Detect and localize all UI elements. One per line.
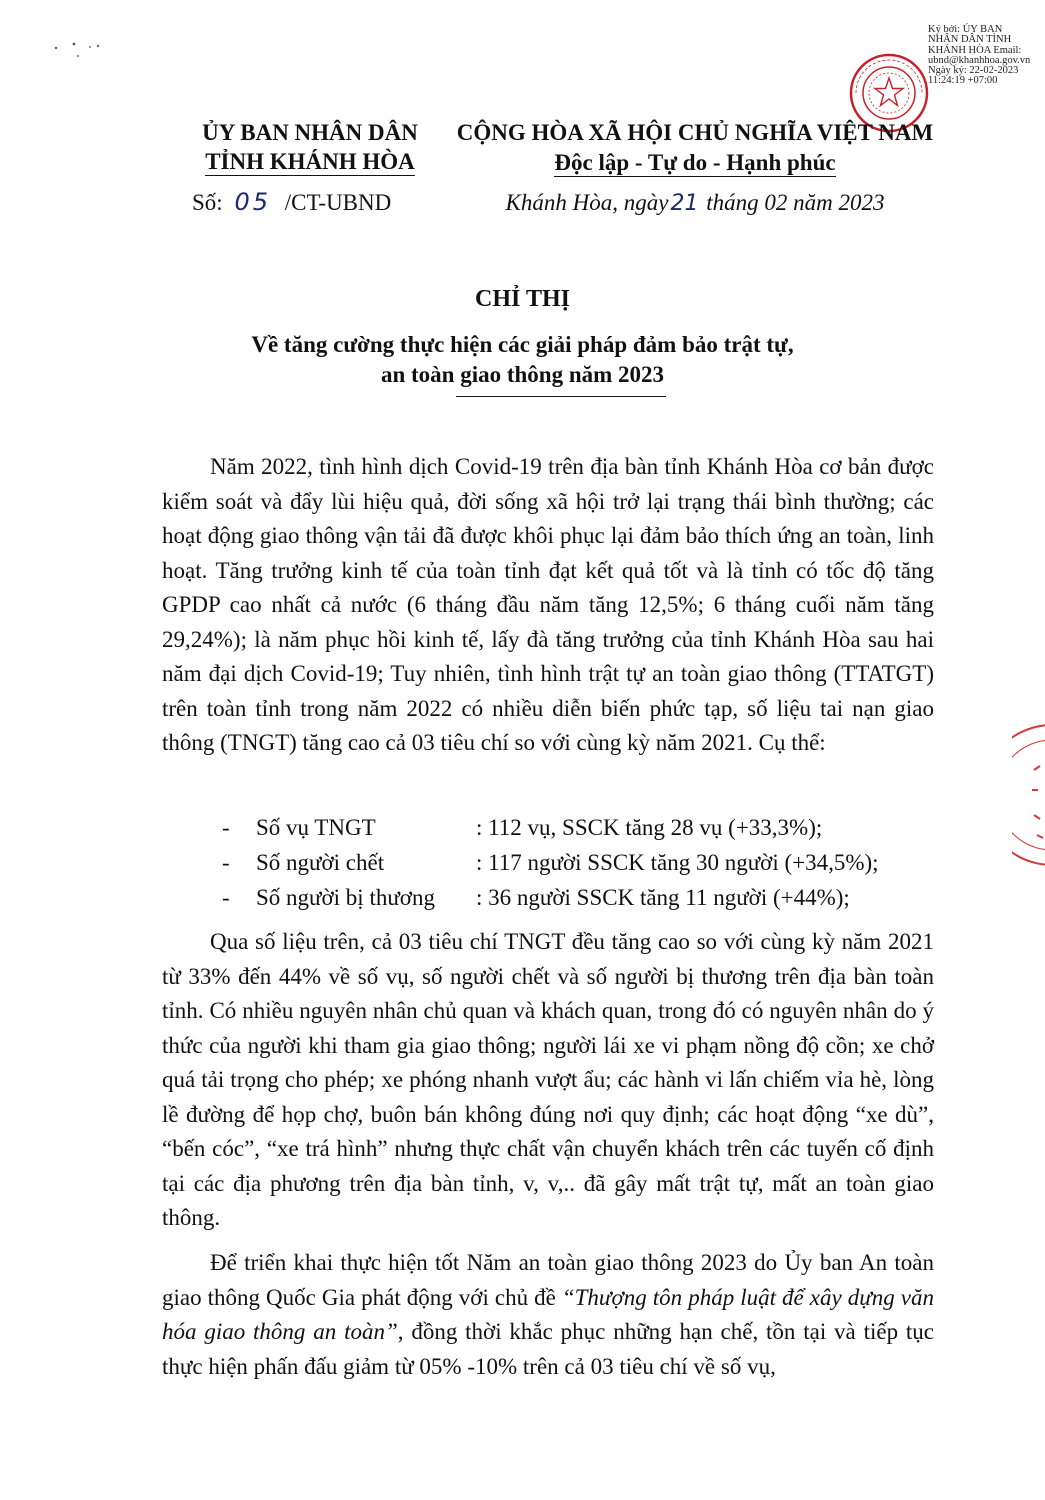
title-divider <box>456 396 666 397</box>
number-prefix: Số: <box>192 190 223 215</box>
stat-value: : 112 vụ, SSCK tăng 28 vụ (+33,3%); <box>476 815 823 840</box>
paragraph-2 <box>162 925 934 1236</box>
national-heading <box>455 118 935 178</box>
subject-line1: Về tăng cường thực hiện các giải pháp đảm bảo trật tự, <box>251 332 794 357</box>
digital-signature-info: Ký bởi: ỦY BAN NHÂN DÂN TỈNH KHÁNH HÒA Email: ubnd@khanhhoa.gov.vn Ngày ký: 22-02-2023 11:24:19 +07:00 <box>928 24 1031 87</box>
paragraph-3 <box>162 1246 934 1384</box>
list-dash: - <box>222 815 230 840</box>
document-subject <box>0 330 1045 390</box>
paragraph-1 <box>162 450 934 761</box>
edge-stamp-icon <box>1012 720 1045 870</box>
list-dash: - <box>222 885 230 910</box>
scan-specks <box>50 38 130 68</box>
stat-label: Số vụ TNGT <box>256 815 376 840</box>
national-motto: Độc lập - Tự do - Hạnh phúc <box>554 150 836 175</box>
date-prefix: Khánh Hòa, ngày <box>505 190 669 215</box>
list-item <box>222 880 942 915</box>
nation-name: CỘNG HÒA XÃ HỘI CHỦ NGHĨA VIỆT NAM <box>456 120 934 145</box>
campaign-theme-quote: “Thượng tôn pháp luật để xây dựng văn hóa giao thông an toàn” <box>162 1284 934 1344</box>
agency-line1: ỦY BAN NHÂN DÂN <box>202 120 418 145</box>
number-value: 05 <box>234 188 271 216</box>
document-number <box>192 188 391 216</box>
issuing-agency <box>150 118 470 176</box>
list-item <box>222 845 942 880</box>
issue-date <box>455 190 935 216</box>
list-dash: - <box>222 850 230 875</box>
paragraph-1-text: Năm 2022, tình hình dịch Covid-19 trên địa bàn tỉnh Khánh Hòa cơ bản được kiểm soát và đẩy lùi hiệu quả, đời sống xã hội trở lại trạng thái bình thường; các hoạt động giao thông vận tải đã được khôi phục lại đảm bảo thích ứng an toàn, linh hoạt. Tăng trưởng kinh tế của toàn tỉnh đạt kết quả tốt và là tỉnh có tốc độ tăng GPDP cao nhất cả nước (6 tháng đầu năm tăng 12,5%; 6 tháng cuối năm tăng 29,24%); là năm phục hồi kinh tế, lấy đà tăng trưởng của tỉnh Khánh Hòa sau hai năm đại dịch Covid-19; Tuy nhiên, tình hình trật tự an toàn giao thông (TTATGT) trên toàn tỉnh trong năm 2022 có nhiều diễn biến phức tạp, số liệu tai nạn giao thông (TNGT) tăng cao cả 03 tiêu chí so với cùng kỳ năm 2021. Cụ thể: <box>162 454 934 755</box>
date-suffix: tháng 02 năm 2023 <box>706 190 885 215</box>
document-type: CHỈ THỊ <box>475 286 570 312</box>
date-day: 21 <box>670 191 699 216</box>
subject-line2: an toàn giao thông năm 2023 <box>380 362 665 387</box>
paragraph-3-text <box>162 1246 934 1384</box>
agency-line2: TỈNH KHÁNH HÒA <box>205 149 415 174</box>
list-item <box>222 810 942 845</box>
stat-value: : 36 người SSCK tăng 11 người (+44%); <box>476 885 850 910</box>
stat-value: : 117 người SSCK tăng 30 người (+34,5%); <box>476 850 879 875</box>
paragraph-2-text: Qua số liệu trên, cả 03 tiêu chí TNGT đều tăng cao so với cùng kỳ năm 2021 từ 33% đến 44% về số vụ, số người chết và số người bị thương trên địa bàn toàn tỉnh. Có nhiều nguyên nhân chủ quan và khách quan, trong đó có nguyên nhân do ý thức của người khi tham gia giao thông; người lái xe vi phạm nồng độ cồn; xe chở quá tải trọng cho phép; xe phóng nhanh vượt ẩu; các hành vi lấn chiếm vỉa hè, lòng lề đường để họp chợ, buôn bán không đúng nơi quy định; các hoạt động “xe dù”, “bến cóc”, “xe trá hình” nhưng thực chất vận chuyển khách trên các tuyến cố định tại các địa phương trên địa bàn tỉnh, v, v,.. đã gây mất trật tự, mất an toàn giao thông. <box>162 929 934 1230</box>
accident-stats-list <box>222 810 942 915</box>
stat-label: Số người chết <box>256 850 385 875</box>
paragraph-3-intro: Để triển khai thực hiện tốt Năm an toàn giao thông 2023 do Ủy ban An toàn giao thông Quốc Gia phát động với chủ đề <box>162 1250 934 1310</box>
paragraph-3-rest: , đồng thời khắc phục những hạn chế, tồn tại và tiếp tục thực hiện phấn đấu giảm từ 05% -10% trên cả 03 tiêu chí về số vụ, <box>162 1319 934 1379</box>
stat-label: Số người bị thương <box>256 885 435 910</box>
number-suffix: /CT-UBND <box>284 190 392 215</box>
